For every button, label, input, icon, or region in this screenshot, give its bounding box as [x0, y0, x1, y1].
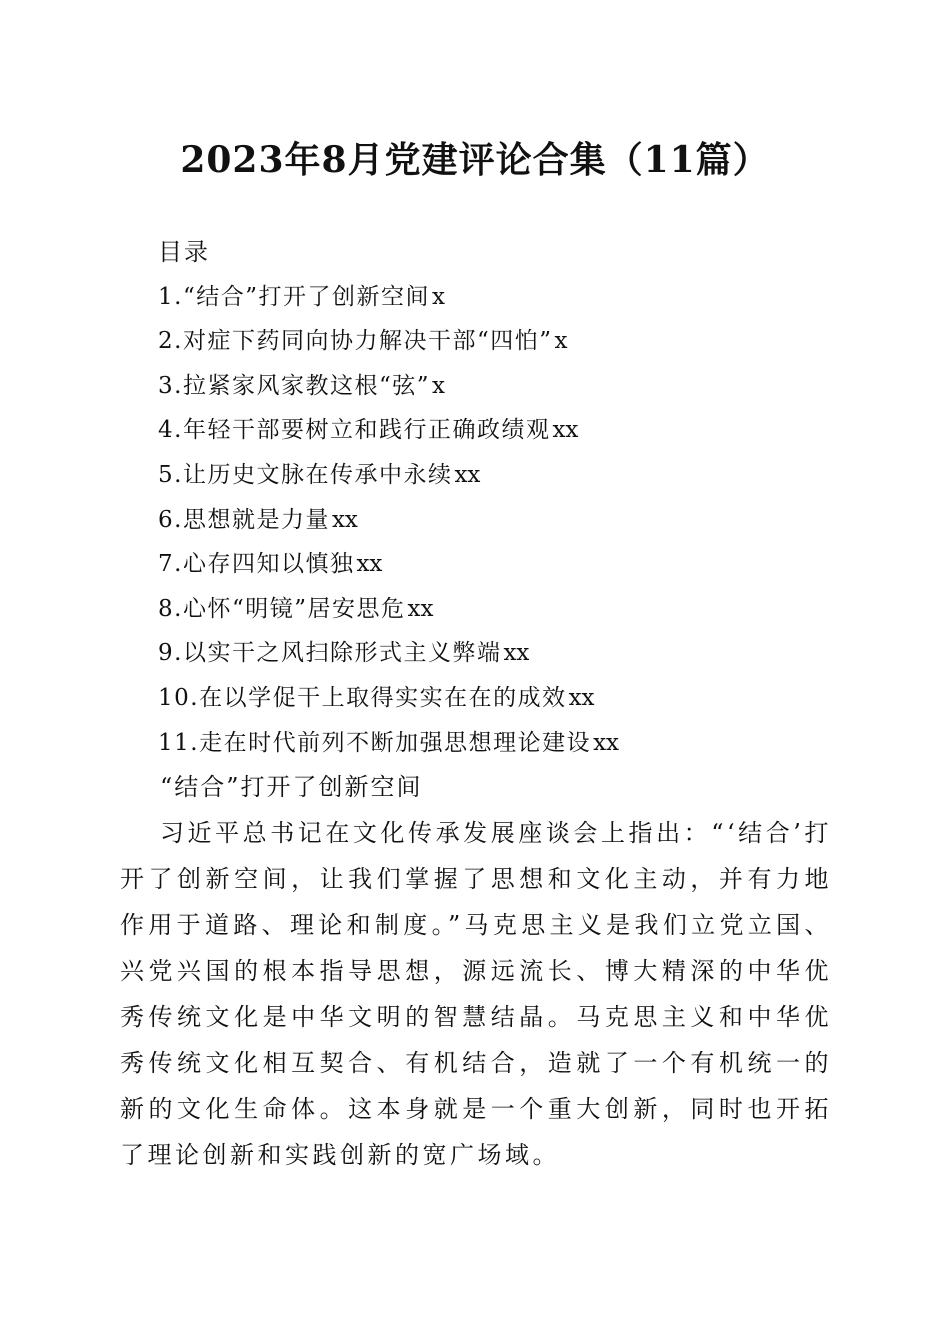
- toc-item-page: xx: [503, 640, 530, 667]
- toc-item-label: 6.思想就是力量: [158, 506, 330, 533]
- toc-item[interactable]: [158, 319, 838, 364]
- toc-item[interactable]: [158, 676, 838, 721]
- toc-item-page: x: [554, 328, 568, 355]
- toc-item-page: xx: [331, 506, 358, 533]
- toc-item-label: 1.“结合”打开了创新空间: [158, 283, 430, 310]
- toc-item[interactable]: [158, 498, 838, 543]
- toc-item-label: 4.年轻干部要树立和践行正确政绩观: [158, 417, 551, 444]
- toc-item-label: 8.心怀“明镜”居安思危: [158, 595, 406, 622]
- toc-item-page: xx: [356, 551, 383, 578]
- document-title: 2023年8月党建评论合集（11篇）: [180, 139, 770, 181]
- toc-heading: 目录: [158, 238, 210, 266]
- toc-item-page: x: [431, 372, 445, 399]
- toc-item-label: 5.让历史文脉在传承中永续: [158, 461, 453, 488]
- toc-item[interactable]: [158, 275, 838, 320]
- toc-item[interactable]: [158, 408, 838, 453]
- toc-item-page: xx: [454, 461, 481, 488]
- toc-item-page: xx: [568, 684, 595, 711]
- toc-item-label: 2.对症下药同向协力解决干部“四怕”: [158, 328, 553, 355]
- toc-item[interactable]: [158, 587, 838, 632]
- table-of-contents: [158, 230, 838, 765]
- toc-item[interactable]: [158, 453, 838, 498]
- toc-item-label: 9.以实干之风扫除形式主义弊端: [158, 640, 502, 667]
- toc-item-page: xx: [552, 417, 579, 444]
- article-paragraph: 习近平总书记在文化传承发展座谈会上指出：“‘结合’打开了创新空间，让我们掌握了思想和文化主动，并有力地作用于道路、理论和制度。”马克思主义是我们立党立国、兴党兴国的根本指导思想，源远流长、博大精深的中华优秀传统文化是中华文明的智慧结晶。马克思主义和中华优秀传统文化相互契合、有机结合，造就了一个有机统一的新的文化生命体。这本身就是一个重大创新，同时也开拓了理论创新和实践创新的宽广场域。: [120, 819, 832, 1169]
- toc-item-page: xx: [593, 729, 620, 756]
- toc-item-label: 3.拉紧家风家教这根“弦”: [158, 372, 430, 399]
- article-title: “结合”打开了创新空间: [160, 773, 423, 801]
- toc-item-label: 11.走在时代前列不断加强思想理论建设: [158, 729, 592, 756]
- toc-item-label: 7.心存四知以慎独: [158, 551, 355, 578]
- toc-item[interactable]: [158, 364, 838, 409]
- toc-item-label: 10.在以学促干上取得实实在在的成效: [158, 684, 567, 711]
- toc-item-page: xx: [407, 595, 434, 622]
- toc-item-page: x: [431, 283, 445, 310]
- toc-item[interactable]: [158, 631, 838, 676]
- toc-item[interactable]: [158, 542, 838, 587]
- article-section: [120, 764, 832, 1178]
- toc-item[interactable]: [158, 721, 838, 766]
